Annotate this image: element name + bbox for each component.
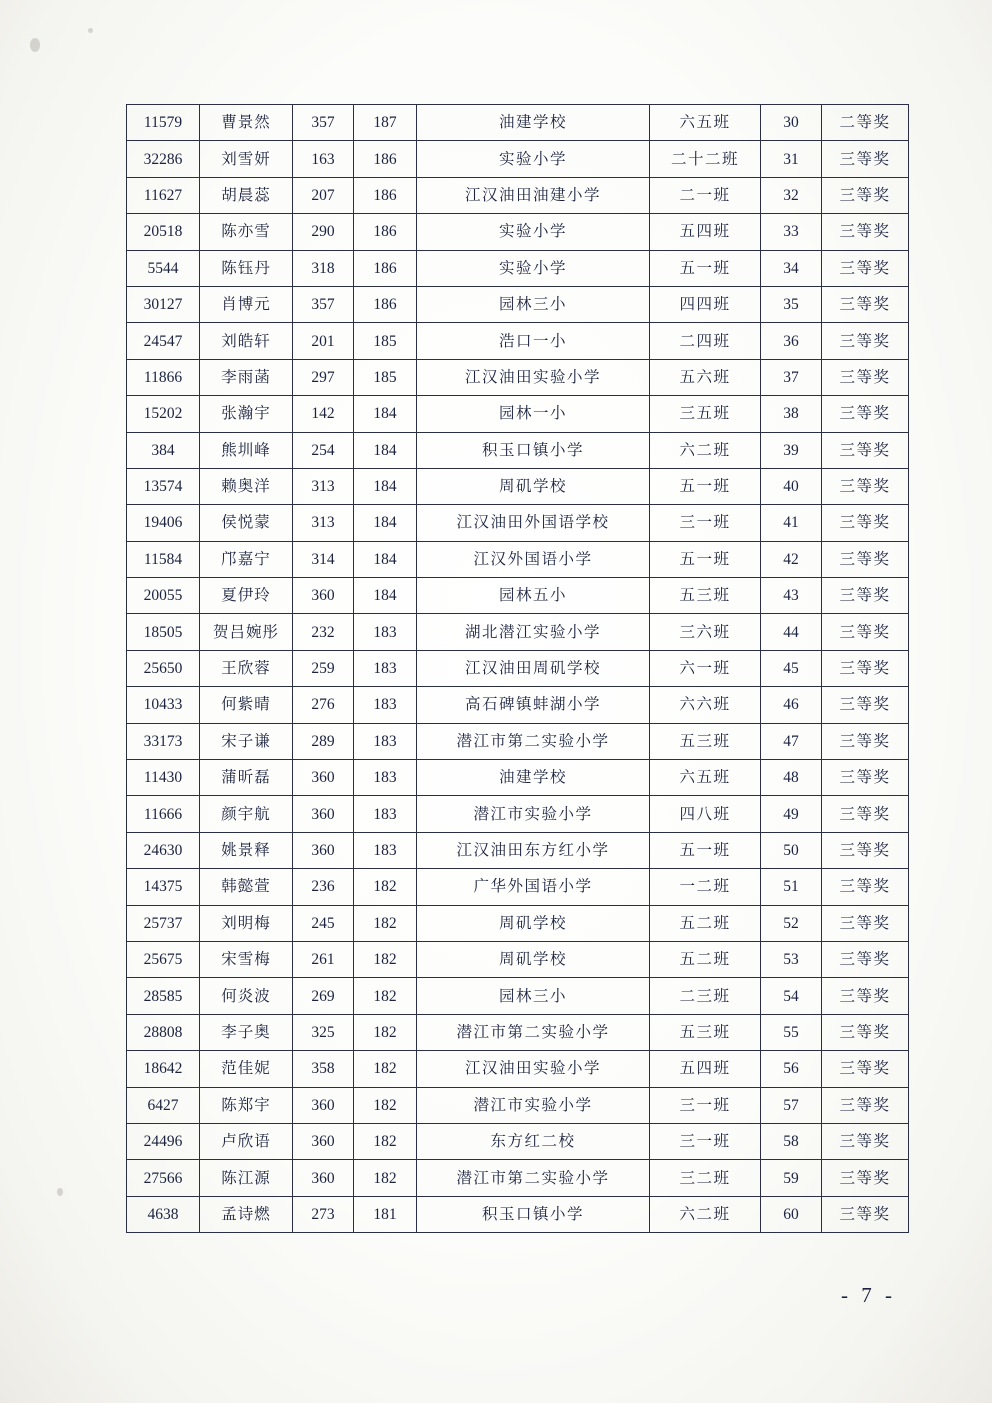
table-row [127,359,909,395]
cell-id: 25737 [127,905,200,941]
cell-rank: 35 [761,286,822,322]
cell-id: 11866 [127,359,200,395]
cell-id: 30127 [127,286,200,322]
cell-school: 园林三小 [417,978,650,1014]
cell-rank: 41 [761,505,822,541]
cell-school: 广华外国语小学 [417,869,650,905]
cell-id: 11430 [127,760,200,796]
cell-score-2: 182 [354,869,417,905]
cell-id: 5544 [127,250,200,286]
cell-score-1: 313 [293,468,354,504]
cell-rank: 45 [761,650,822,686]
cell-school: 实验小学 [417,250,650,286]
cell-score-1: 297 [293,359,354,395]
cell-school: 实验小学 [417,141,650,177]
cell-name: 赖奥洋 [200,468,293,504]
cell-class: 六六班 [650,687,761,723]
cell-rank: 37 [761,359,822,395]
cell-class: 六一班 [650,650,761,686]
cell-class: 二十二班 [650,141,761,177]
cell-award: 三等奖 [822,286,909,322]
cell-score-1: 245 [293,905,354,941]
cell-score-2: 182 [354,1123,417,1159]
cell-award: 三等奖 [822,396,909,432]
cell-score-1: 360 [293,796,354,832]
cell-class: 六二班 [650,1196,761,1232]
cell-rank: 52 [761,905,822,941]
cell-award: 三等奖 [822,214,909,250]
cell-award: 三等奖 [822,941,909,977]
cell-class: 三一班 [650,1123,761,1159]
cell-award: 三等奖 [822,432,909,468]
table-row [127,1123,909,1159]
cell-score-2: 183 [354,832,417,868]
cell-score-1: 360 [293,1160,354,1196]
cell-score-1: 360 [293,578,354,614]
table-row [127,650,909,686]
cell-score-1: 357 [293,286,354,322]
cell-rank: 58 [761,1123,822,1159]
cell-name: 熊圳峰 [200,432,293,468]
cell-award: 三等奖 [822,723,909,759]
cell-name: 姚景释 [200,832,293,868]
cell-rank: 57 [761,1087,822,1123]
cell-name: 蒲昕磊 [200,760,293,796]
table-row [127,1160,909,1196]
cell-score-2: 186 [354,286,417,322]
cell-name: 胡晨蕊 [200,177,293,213]
table-row [127,541,909,577]
cell-school: 浩口一小 [417,323,650,359]
cell-class: 五二班 [650,941,761,977]
cell-id: 4638 [127,1196,200,1232]
cell-id: 25650 [127,650,200,686]
cell-id: 28585 [127,978,200,1014]
cell-name: 贺吕婉彤 [200,614,293,650]
cell-id: 28808 [127,1014,200,1050]
cell-name: 曹景然 [200,105,293,141]
table-row [127,832,909,868]
cell-score-1: 318 [293,250,354,286]
cell-rank: 60 [761,1196,822,1232]
table-row [127,614,909,650]
cell-award: 三等奖 [822,760,909,796]
cell-name: 刘皓轩 [200,323,293,359]
table-row [127,687,909,723]
cell-award: 三等奖 [822,796,909,832]
table-row [127,760,909,796]
cell-rank: 43 [761,578,822,614]
cell-id: 27566 [127,1160,200,1196]
cell-score-2: 185 [354,359,417,395]
table-row [127,723,909,759]
cell-id: 33173 [127,723,200,759]
cell-score-2: 184 [354,578,417,614]
cell-rank: 59 [761,1160,822,1196]
cell-rank: 49 [761,796,822,832]
cell-class: 三一班 [650,1087,761,1123]
cell-score-1: 358 [293,1051,354,1087]
cell-rank: 32 [761,177,822,213]
cell-award: 三等奖 [822,578,909,614]
cell-school: 周矶学校 [417,941,650,977]
cell-score-1: 261 [293,941,354,977]
cell-score-1: 276 [293,687,354,723]
cell-rank: 44 [761,614,822,650]
cell-name: 张瀚宇 [200,396,293,432]
cell-name: 韩懿萱 [200,869,293,905]
cell-score-1: 259 [293,650,354,686]
table-row [127,578,909,614]
cell-rank: 30 [761,105,822,141]
cell-rank: 46 [761,687,822,723]
cell-class: 三六班 [650,614,761,650]
cell-id: 15202 [127,396,200,432]
cell-class: 三一班 [650,505,761,541]
table-row [127,468,909,504]
cell-class: 二四班 [650,323,761,359]
results-table [126,104,909,1233]
cell-name: 陈郑宇 [200,1087,293,1123]
cell-score-2: 182 [354,941,417,977]
cell-school: 潜江市实验小学 [417,796,650,832]
cell-school: 油建学校 [417,105,650,141]
cell-award: 三等奖 [822,468,909,504]
cell-award: 三等奖 [822,978,909,1014]
cell-award: 三等奖 [822,505,909,541]
cell-rank: 31 [761,141,822,177]
cell-school: 潜江市第二实验小学 [417,723,650,759]
cell-award: 三等奖 [822,541,909,577]
cell-score-2: 186 [354,141,417,177]
cell-award: 三等奖 [822,1087,909,1123]
cell-school: 园林三小 [417,286,650,322]
cell-id: 14375 [127,869,200,905]
table-row [127,796,909,832]
cell-class: 六二班 [650,432,761,468]
cell-score-1: 289 [293,723,354,759]
cell-class: 五一班 [650,832,761,868]
cell-school: 园林五小 [417,578,650,614]
cell-name: 李雨菡 [200,359,293,395]
cell-score-1: 290 [293,214,354,250]
cell-score-2: 182 [354,1087,417,1123]
cell-name: 陈钰丹 [200,250,293,286]
cell-score-1: 360 [293,1087,354,1123]
cell-id: 6427 [127,1087,200,1123]
cell-name: 孟诗燃 [200,1196,293,1232]
cell-class: 三五班 [650,396,761,432]
cell-school: 江汉油田油建小学 [417,177,650,213]
cell-id: 24630 [127,832,200,868]
page-number: - 7 - [841,1283,896,1307]
cell-name: 何紫晴 [200,687,293,723]
cell-class: 五一班 [650,541,761,577]
cell-rank: 40 [761,468,822,504]
cell-school: 潜江市第二实验小学 [417,1014,650,1050]
cell-class: 五一班 [650,250,761,286]
cell-score-2: 184 [354,505,417,541]
cell-rank: 36 [761,323,822,359]
cell-rank: 42 [761,541,822,577]
cell-name: 何炎波 [200,978,293,1014]
cell-school: 周矶学校 [417,905,650,941]
cell-class: 六五班 [650,105,761,141]
cell-score-2: 183 [354,614,417,650]
cell-id: 384 [127,432,200,468]
cell-award: 三等奖 [822,250,909,286]
table-row [127,432,909,468]
cell-award: 三等奖 [822,1014,909,1050]
cell-score-1: 273 [293,1196,354,1232]
cell-class: 五三班 [650,578,761,614]
table-row [127,1051,909,1087]
table-row [127,250,909,286]
cell-id: 32286 [127,141,200,177]
cell-class: 五二班 [650,905,761,941]
cell-score-1: 201 [293,323,354,359]
cell-name: 邝嘉宁 [200,541,293,577]
cell-score-1: 232 [293,614,354,650]
cell-score-2: 186 [354,177,417,213]
table-row [127,323,909,359]
cell-rank: 38 [761,396,822,432]
cell-score-2: 184 [354,396,417,432]
cell-award: 三等奖 [822,323,909,359]
cell-name: 肖博元 [200,286,293,322]
cell-rank: 33 [761,214,822,250]
table-row [127,905,909,941]
cell-class: 五六班 [650,359,761,395]
cell-score-2: 182 [354,978,417,1014]
scan-speck [88,28,93,33]
cell-score-1: 313 [293,505,354,541]
cell-score-1: 360 [293,760,354,796]
cell-score-2: 181 [354,1196,417,1232]
table-row [127,941,909,977]
cell-score-1: 236 [293,869,354,905]
cell-score-1: 357 [293,105,354,141]
cell-school: 江汉油田东方红小学 [417,832,650,868]
cell-score-2: 182 [354,1051,417,1087]
cell-score-2: 185 [354,323,417,359]
cell-name: 王欣蓉 [200,650,293,686]
cell-class: 二一班 [650,177,761,213]
table-row [127,869,909,905]
cell-id: 11584 [127,541,200,577]
cell-class: 五三班 [650,1014,761,1050]
cell-rank: 54 [761,978,822,1014]
cell-name: 刘雪妍 [200,141,293,177]
cell-award: 三等奖 [822,177,909,213]
cell-score-2: 183 [354,650,417,686]
cell-award: 三等奖 [822,1160,909,1196]
cell-score-2: 187 [354,105,417,141]
cell-class: 六五班 [650,760,761,796]
cell-score-2: 182 [354,905,417,941]
cell-award: 三等奖 [822,1051,909,1087]
cell-name: 陈亦雪 [200,214,293,250]
cell-name: 李子奥 [200,1014,293,1050]
cell-school: 江汉油田外国语学校 [417,505,650,541]
cell-rank: 50 [761,832,822,868]
cell-id: 18642 [127,1051,200,1087]
cell-award: 三等奖 [822,1123,909,1159]
cell-score-1: 207 [293,177,354,213]
cell-id: 11579 [127,105,200,141]
cell-score-1: 269 [293,978,354,1014]
cell-score-2: 183 [354,796,417,832]
cell-id: 13574 [127,468,200,504]
cell-award: 三等奖 [822,650,909,686]
cell-score-1: 360 [293,1123,354,1159]
table-row [127,105,909,141]
cell-school: 园林一小 [417,396,650,432]
cell-score-2: 182 [354,1014,417,1050]
table-row [127,1196,909,1232]
cell-school: 江汉油田实验小学 [417,1051,650,1087]
cell-score-1: 360 [293,832,354,868]
cell-award: 三等奖 [822,141,909,177]
cell-class: 三二班 [650,1160,761,1196]
table-row [127,177,909,213]
cell-id: 24496 [127,1123,200,1159]
cell-class: 五三班 [650,723,761,759]
cell-school: 积玉口镇小学 [417,1196,650,1232]
cell-name: 侯悦蒙 [200,505,293,541]
cell-award: 三等奖 [822,687,909,723]
cell-rank: 55 [761,1014,822,1050]
cell-score-1: 142 [293,396,354,432]
cell-name: 卢欣语 [200,1123,293,1159]
cell-rank: 53 [761,941,822,977]
table-row [127,141,909,177]
cell-school: 江汉外国语小学 [417,541,650,577]
cell-score-1: 163 [293,141,354,177]
cell-name: 宋子谦 [200,723,293,759]
cell-school: 江汉油田实验小学 [417,359,650,395]
cell-id: 10433 [127,687,200,723]
cell-rank: 34 [761,250,822,286]
cell-score-2: 186 [354,250,417,286]
cell-award: 三等奖 [822,832,909,868]
cell-score-1: 314 [293,541,354,577]
cell-school: 湖北潜江实验小学 [417,614,650,650]
cell-score-2: 184 [354,432,417,468]
cell-score-2: 182 [354,1160,417,1196]
cell-score-2: 183 [354,687,417,723]
scan-speck [30,38,40,52]
cell-class: 一二班 [650,869,761,905]
cell-rank: 51 [761,869,822,905]
cell-award: 三等奖 [822,359,909,395]
cell-id: 24547 [127,323,200,359]
cell-class: 五一班 [650,468,761,504]
cell-name: 范佳妮 [200,1051,293,1087]
cell-school: 潜江市实验小学 [417,1087,650,1123]
cell-school: 东方红二校 [417,1123,650,1159]
cell-school: 高石碑镇蚌湖小学 [417,687,650,723]
table-row [127,286,909,322]
cell-school: 江汉油田周矶学校 [417,650,650,686]
cell-rank: 48 [761,760,822,796]
cell-school: 潜江市第二实验小学 [417,1160,650,1196]
cell-class: 二三班 [650,978,761,1014]
cell-name: 宋雪梅 [200,941,293,977]
cell-id: 20518 [127,214,200,250]
cell-class: 五四班 [650,1051,761,1087]
cell-score-2: 183 [354,723,417,759]
table-row [127,214,909,250]
cell-score-1: 325 [293,1014,354,1050]
cell-score-2: 183 [354,760,417,796]
cell-class: 四四班 [650,286,761,322]
cell-award: 二等奖 [822,105,909,141]
results-table-body [127,105,909,1233]
cell-id: 20055 [127,578,200,614]
cell-school: 积玉口镇小学 [417,432,650,468]
cell-score-1: 254 [293,432,354,468]
cell-score-2: 186 [354,214,417,250]
cell-id: 25675 [127,941,200,977]
cell-award: 三等奖 [822,1196,909,1232]
table-row [127,1087,909,1123]
cell-school: 周矶学校 [417,468,650,504]
cell-rank: 47 [761,723,822,759]
cell-id: 18505 [127,614,200,650]
cell-name: 刘明梅 [200,905,293,941]
scan-speck [57,1188,63,1196]
cell-name: 陈江源 [200,1160,293,1196]
table-row [127,978,909,1014]
cell-award: 三等奖 [822,869,909,905]
cell-id: 11666 [127,796,200,832]
cell-rank: 39 [761,432,822,468]
cell-award: 三等奖 [822,905,909,941]
cell-class: 四八班 [650,796,761,832]
cell-id: 19406 [127,505,200,541]
cell-id: 11627 [127,177,200,213]
cell-name: 夏伊玲 [200,578,293,614]
cell-award: 三等奖 [822,614,909,650]
cell-score-2: 184 [354,541,417,577]
cell-class: 五四班 [650,214,761,250]
cell-name: 颜宇航 [200,796,293,832]
table-row [127,505,909,541]
cell-score-2: 184 [354,468,417,504]
cell-rank: 56 [761,1051,822,1087]
table-row [127,396,909,432]
cell-school: 实验小学 [417,214,650,250]
cell-school: 油建学校 [417,760,650,796]
table-row [127,1014,909,1050]
